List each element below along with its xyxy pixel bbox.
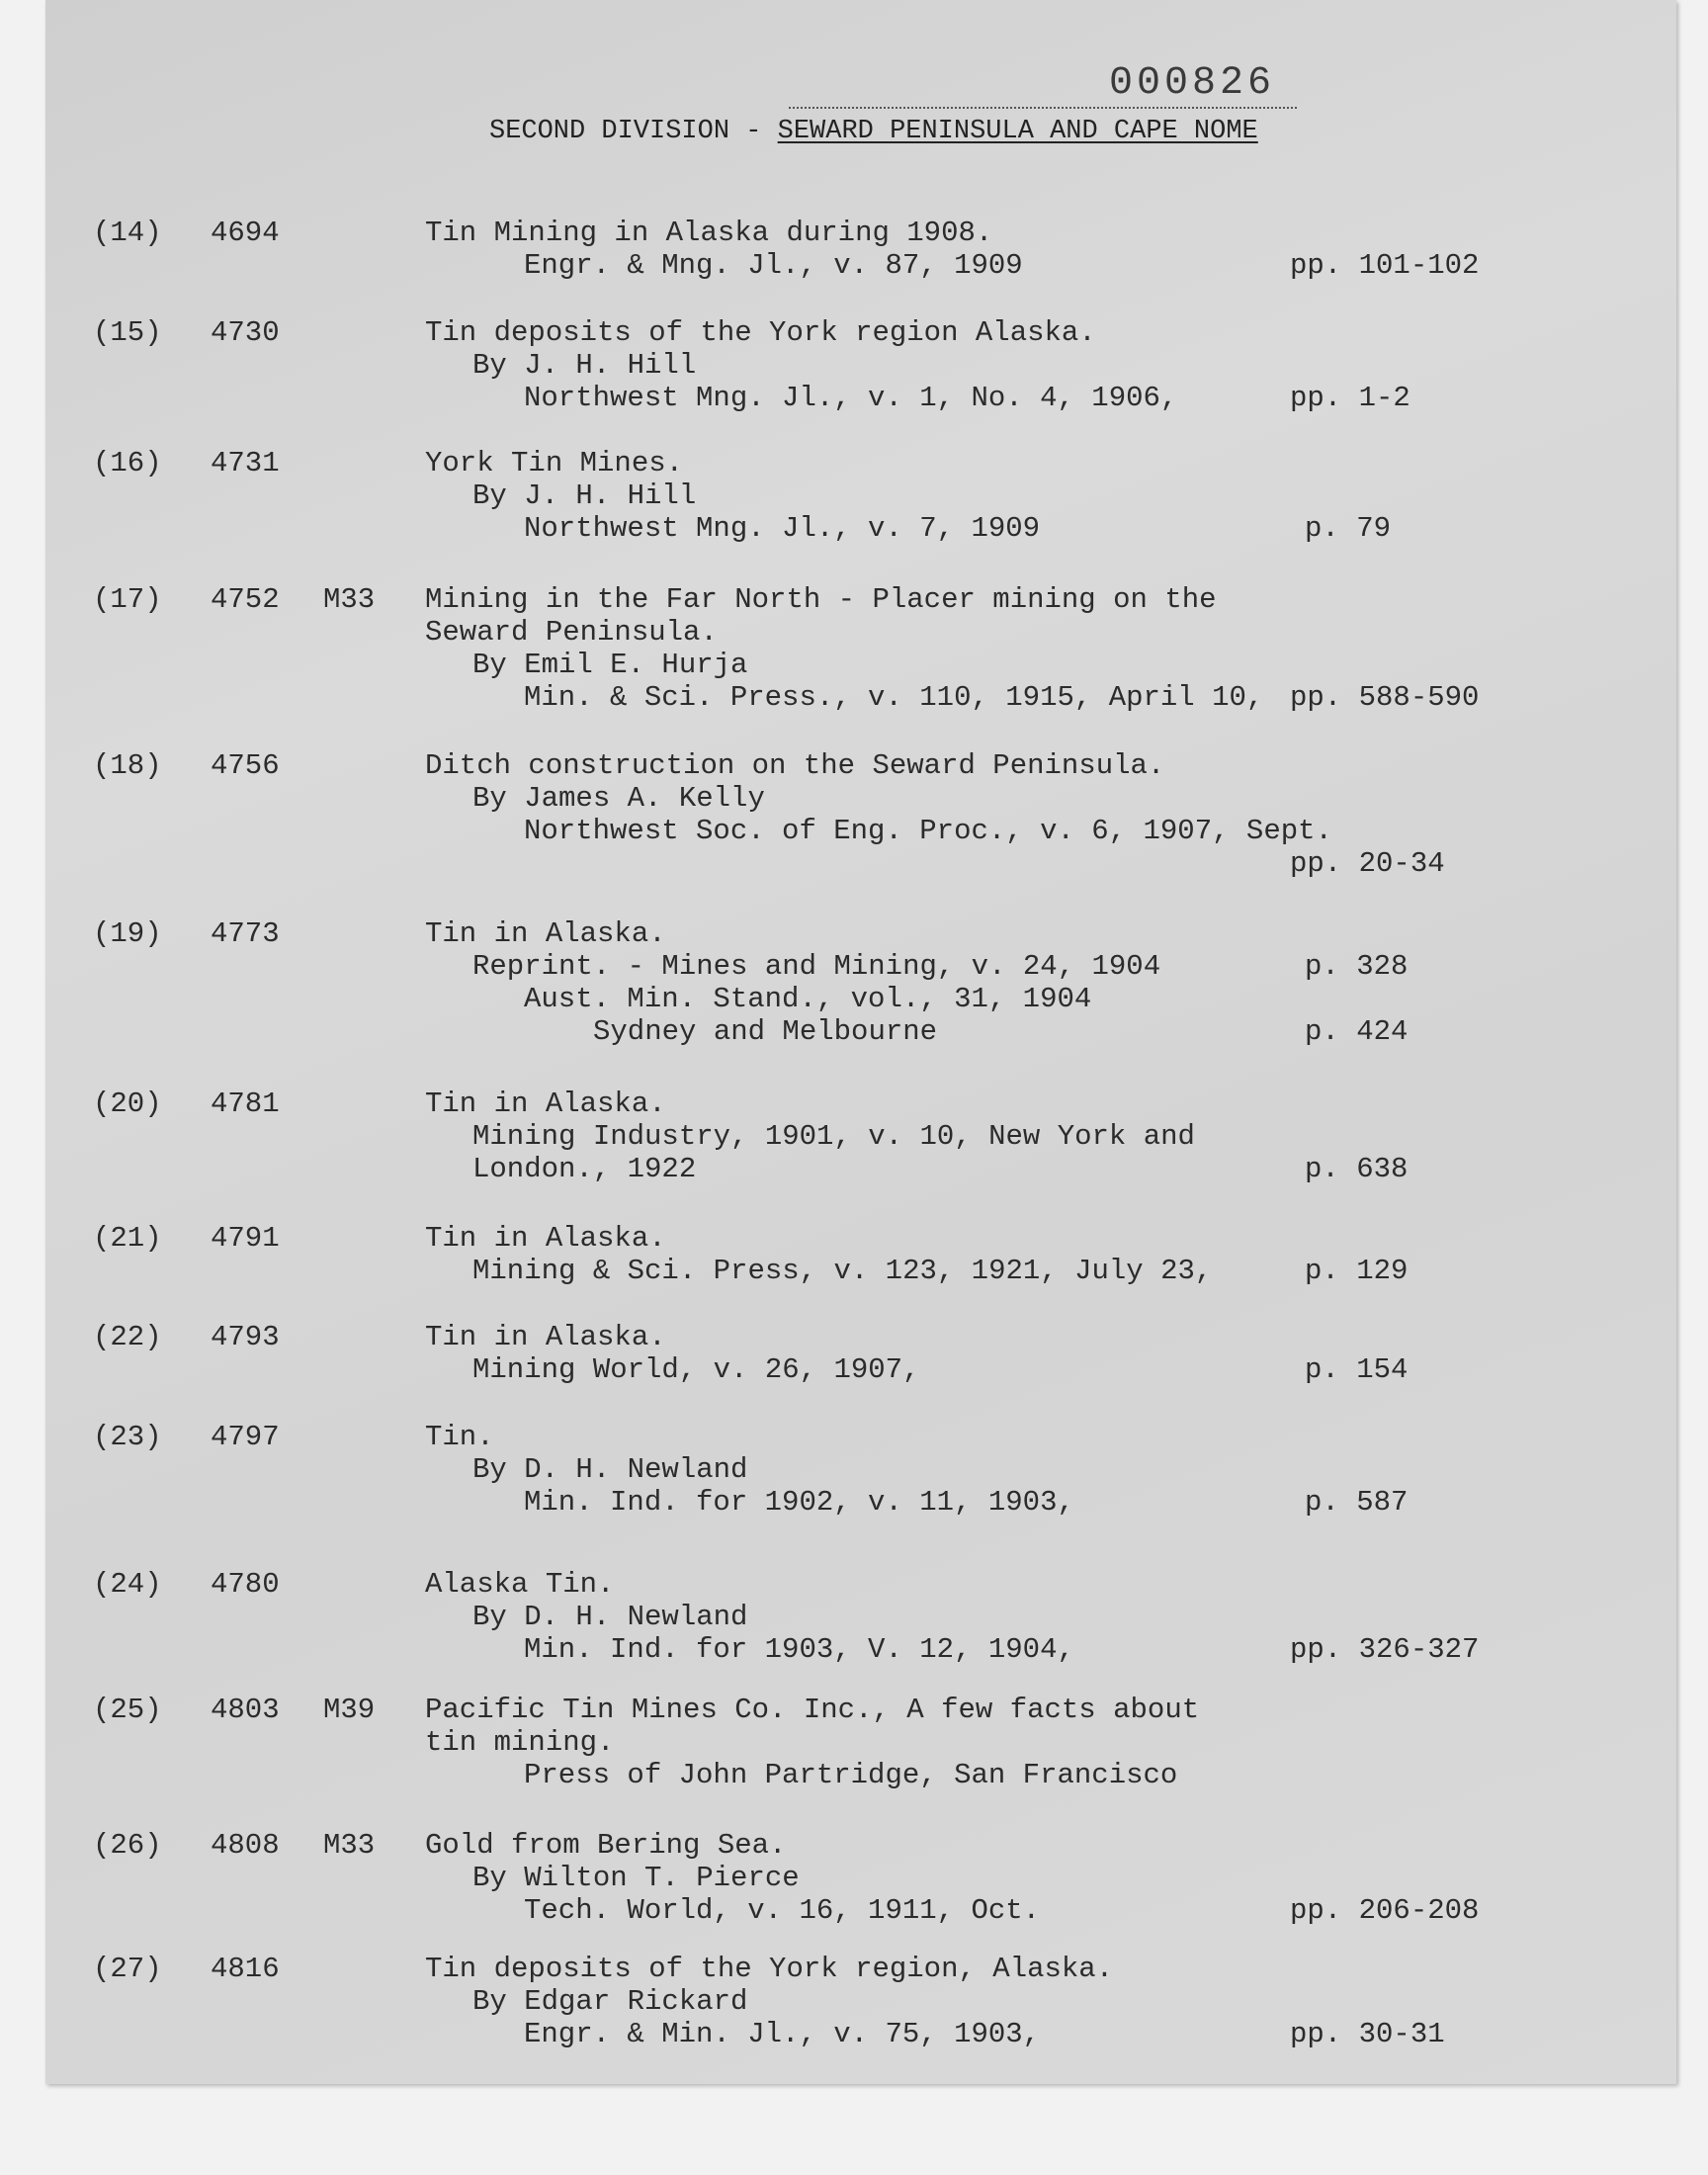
stamp-number: 000826 [1109,61,1276,106]
entry-line: Min. Ind. for 1902, v. 11, 1903, [524,1486,1074,1519]
entry-pages: pp. 101-102 [1290,249,1480,282]
entry-code: 4694 [211,217,280,249]
entry-code: 4773 [211,917,280,950]
entry-code: 4797 [211,1421,280,1453]
entry-line: Tin in Alaska. [425,1088,666,1120]
entry-line: Mining World, v. 26, 1907, [472,1353,920,1386]
entry-pages: p. 638 [1305,1153,1409,1185]
entry-code: 4808 [211,1829,280,1862]
entry-shelf-mark: M33 [323,1829,376,1862]
entry-line: By D. H. Newland [472,1453,748,1486]
entry-line: Gold from Bering Sea. [425,1829,787,1862]
entry-line: By Edgar Rickard [472,1985,748,2018]
stamp-divider [789,107,1297,109]
entry-pages: p. 424 [1305,1015,1409,1048]
entry-line: Northwest Mng. Jl., v. 1, No. 4, 1906, [524,382,1178,414]
entry-code: 4781 [211,1088,280,1120]
entry-code: 4791 [211,1222,280,1255]
entry-line: Mining & Sci. Press, v. 123, 1921, July 23, [472,1255,1213,1287]
entry-line: Sydney and Melbourne [593,1015,938,1048]
entry-shelf-mark: M33 [323,583,376,616]
entry-number: (25) [93,1694,162,1726]
entry-line: Min. Ind. for 1903, V. 12, 1904, [524,1633,1074,1666]
entry-number: (27) [93,1953,162,1985]
entry-code: 4803 [211,1694,280,1726]
entry-line: Tin Mining in Alaska during 1908. [425,217,993,249]
entry-line: Tin. [425,1421,494,1453]
entry-pages: p. 154 [1305,1353,1409,1386]
entry-line: Northwest Mng. Jl., v. 7, 1909 [524,512,1041,545]
entry-code: 4731 [211,447,280,479]
entry-pages: p. 328 [1305,950,1409,983]
entry-line: By Wilton T. Pierce [472,1862,800,1894]
entry-code: 4780 [211,1568,280,1601]
entry-line: Ditch construction on the Seward Peninsula. [425,749,1165,782]
entry-pages: pp. 326-327 [1290,1633,1480,1666]
entry-code: 4816 [211,1953,280,1985]
entry-number: (16) [93,447,162,479]
entry-line: tin mining. [425,1726,615,1759]
entry-line: Pacific Tin Mines Co. Inc., A few facts about [425,1694,1200,1726]
entry-number: (26) [93,1829,162,1862]
entry-pages: pp. 1-2 [1290,382,1410,414]
entry-line: By D. H. Newland [472,1601,748,1633]
entry-pages: pp. 30-31 [1290,2018,1445,2050]
entry-code: 4730 [211,316,280,349]
entry-pages: pp. 206-208 [1290,1894,1480,1927]
entry-code: 4752 [211,583,280,616]
entry-line: Mining Industry, 1901, v. 10, New York and [472,1120,1195,1153]
heading-prefix: SECOND DIVISION - [489,117,778,146]
entry-number: (18) [93,749,162,782]
entry-pages: p. 79 [1305,512,1392,545]
entry-number: (20) [93,1088,162,1120]
entry-line: Engr. & Mng. Jl., v. 87, 1909 [524,249,1023,282]
entry-line: By J. H. Hill [472,349,697,382]
entry-line: By James A. Kelly [472,782,765,815]
entry-line: Tin deposits of the York region Alaska. [425,316,1096,349]
entry-line: Seward Peninsula. [425,616,718,649]
entry-line: Tech. World, v. 16, 1911, Oct. [524,1894,1041,1927]
entry-pages: p. 587 [1305,1486,1409,1519]
entry-number: (22) [93,1321,162,1353]
entry-line: Engr. & Min. Jl., v. 75, 1903, [524,2018,1041,2050]
entry-number: (24) [93,1568,162,1601]
entry-line: Press of John Partridge, San Francisco [524,1759,1178,1791]
heading-underlined: SEWARD PENINSULA AND CAPE NOME [777,117,1258,146]
entry-number: (17) [93,583,162,616]
entry-code: 4793 [211,1321,280,1353]
entry-code: 4756 [211,749,280,782]
entry-line: By J. H. Hill [472,479,697,512]
entry-line: Mining in the Far North - Placer mining on the [425,583,1217,616]
page-heading [489,117,1258,146]
entry-shelf-mark: M39 [323,1694,376,1726]
entry-number: (23) [93,1421,162,1453]
entry-line: By Emil E. Hurja [472,649,748,681]
entry-line: Tin in Alaska. [425,1321,666,1353]
entry-line: London., 1922 [472,1153,697,1185]
entry-line: Tin in Alaska. [425,1222,666,1255]
entry-number: (19) [93,917,162,950]
entry-line: Tin in Alaska. [425,917,666,950]
entry-pages: pp. 20-34 [1290,847,1445,880]
entry-line: Reprint. - Mines and Mining, v. 24, 1904 [472,950,1161,983]
entry-line: York Tin Mines. [425,447,684,479]
entry-pages: pp. 588-590 [1290,681,1480,714]
entry-line: Aust. Min. Stand., vol., 31, 1904 [524,983,1092,1015]
entry-pages: p. 129 [1305,1255,1409,1287]
entry-line: Northwest Soc. of Eng. Proc., v. 6, 1907, Sept. [524,815,1332,847]
entry-number: (14) [93,217,162,249]
entry-line: Min. & Sci. Press., v. 110, 1915, April 10, [524,681,1264,714]
entry-number: (21) [93,1222,162,1255]
entry-line: Alaska Tin. [425,1568,615,1601]
entry-line: Tin deposits of the York region, Alaska. [425,1953,1114,1985]
entry-number: (15) [93,316,162,349]
